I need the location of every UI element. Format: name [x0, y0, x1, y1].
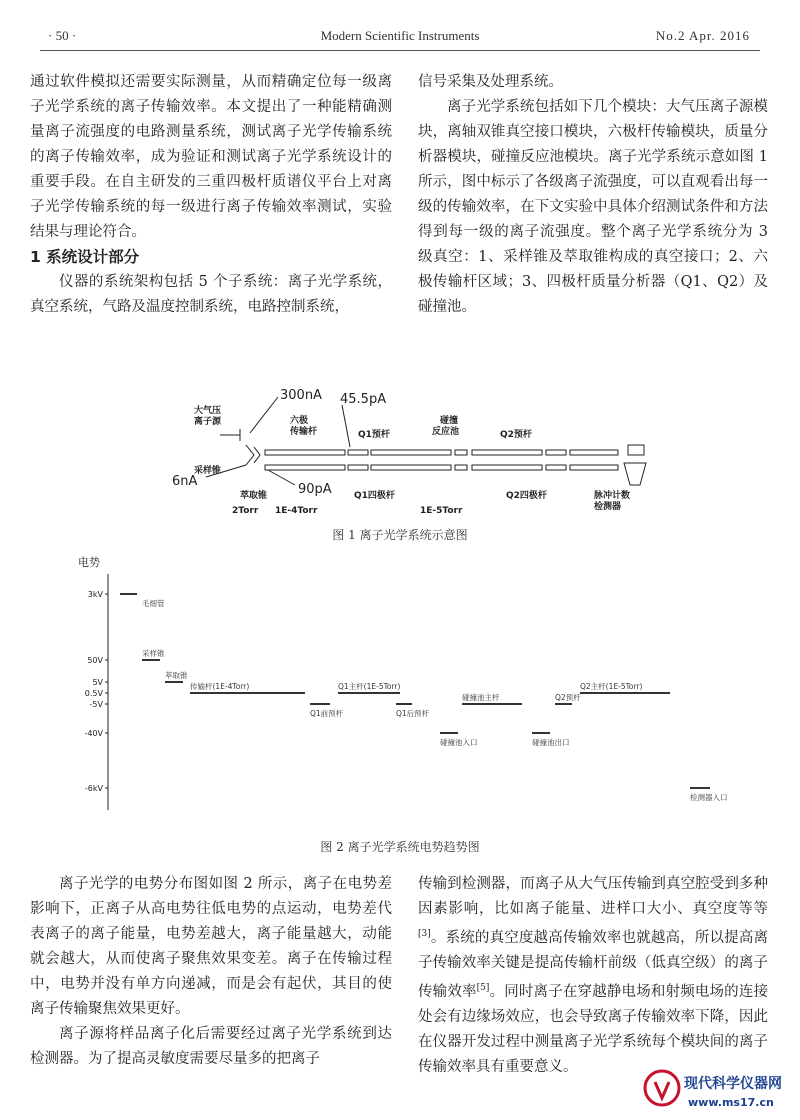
page-number: · 50 ·	[48, 28, 77, 43]
current-6na: 6nA	[172, 474, 198, 489]
label-pressure-1: 2Torr	[232, 506, 259, 516]
tick-label-0: 3kV	[87, 590, 103, 599]
detector-paragraph-start: 离子源将样品离子化后需要经过离子光学系统到达检测器。为了提高灵敏度需要尽量多的把离子	[30, 1026, 392, 1067]
intro-paragraph-end: 通过软件模拟还需要实际测量，从而精确定位每一级离子光学系统的离子传输效率。本文提出了一种能精确测量离子流强度的电路测量系统，测试离子光学传输系统的离子传输效率，成为验证和测试离子光学系统设计的重要手段。在自主研发的三重四极杆质谱仪平台上对离子光学传输系统的每一级进行离子传输效率测试，实验结果与理论符合。	[30, 74, 392, 240]
system-arch-paragraph: 仪器的系统架构包括 5 个子系统：离子光学系统，真空系统，气路及温度控制系统，电路控制系统，	[30, 274, 392, 315]
label-q2-quad: Q2四极杆	[506, 491, 547, 501]
figure1-ion-optics-diagram	[150, 385, 650, 520]
watermark-url: www.ms17.cn	[688, 1096, 774, 1109]
level-label-2: 萃取锥	[165, 671, 188, 680]
label-pressure-3: 1E-5Torr	[420, 506, 463, 516]
left-column-bottom	[30, 872, 392, 1072]
para-part-3: 。同时离子在穿越静电场和射频电场的连接处会有边缘场效应，也会导致离子传输效率下降，因此在仪器开发过程中测量离子光学系统每个模块间的离子传输效率具有重要意义。	[418, 983, 769, 1075]
label-q2-prerod: Q2预杆	[500, 430, 532, 440]
label-hexapole-1: 六极	[290, 416, 309, 426]
level-label-11: Q2主杆(1E-5Torr)	[580, 682, 643, 691]
label-sampling-cone: 采样锥	[194, 466, 222, 476]
watermark-name: 现代科学仪器网	[684, 1076, 782, 1092]
label-collision-1: 碰撞	[440, 416, 459, 426]
level-label-7: 碰撞池入口	[440, 738, 478, 747]
right-column-bottom	[418, 872, 768, 1080]
current-300na: 300nA	[280, 388, 322, 403]
tick-label-2: 5V	[92, 678, 103, 687]
label-q1-quad: Q1四极杆	[354, 491, 395, 501]
right-column-top	[418, 70, 768, 320]
para-part-2: 。系统的真空度越高传输效率也就越高，所以提高离子传输效率关键是提高传输杆前级（低真空级）的离子传输效率	[418, 929, 768, 1000]
level-label-4: Q1前预杆	[310, 709, 344, 718]
journal-name: Modern Scientific Instruments	[320, 28, 480, 43]
section-title: 1 系统设计部分	[30, 248, 140, 266]
current-90pa: 90pA	[298, 482, 332, 497]
signal-line: 信号采集及处理系统。	[418, 74, 563, 90]
figure2-potential-chart	[70, 552, 760, 814]
ion-optics-paragraph: 离子光学系统包括如下几个模块：大气压离子源模块，离轴双锥真空接口模块，六极杆传输模块，质量分析器模块，碰撞反应池模块。离子光学系统示意如图 1 所示，图中标示了各级离子流强度，可以直观看出每一级的传输效率，在下文实验中具体介绍测试条件和方法得到每一级的离子流强度。整个离子光学系统分为 3 级真空：1、采样锥及萃取锥构成的真空接口；2、六极传输杆区域；3、四极杆质量分析器（Q1、Q2）及碰撞池。	[418, 99, 768, 315]
figure2-caption: 图 2 离子光学系统电势趋势图	[320, 840, 480, 854]
level-label-1: 采样锥	[142, 649, 165, 658]
transmission-paragraph	[418, 872, 768, 1080]
potential-paragraph: 离子光学的电势分布图如图 2 所示，离子在电势差影响下，正离子从高电势往低电势的点运动，电势差代表离子的离子能量，电势差越大，离子能量越大，动能就会越大，从而使离子聚焦效果变差。离子在传输过程中，电势并没有单方向递减，而是会有起伏，其目的使离子传输聚焦效果更好。	[30, 876, 392, 1017]
label-atm-2: 离子源	[194, 417, 222, 427]
chart-ylabel: 电势	[78, 556, 100, 569]
watermark-logo	[642, 1064, 790, 1114]
label-pressure-2: 1E-4Torr	[275, 506, 318, 516]
header-rule	[40, 50, 760, 51]
tick-label-3: 0.5V	[84, 689, 103, 698]
level-label-8: 碰撞池主杆	[462, 693, 500, 702]
level-label-12: 检测器入口	[690, 793, 728, 802]
level-label-0: 毛细管	[142, 599, 165, 608]
para-part-1: 传输到检测器，而离子从大气压传输到真空腔受到多种因素影响，比如离子能量、进样口大小、真空度等等	[418, 876, 768, 917]
left-column-top	[30, 70, 392, 320]
level-label-5: Q1主杆(1E-5Torr)	[338, 682, 401, 691]
level-label-9: 碰撞池出口	[532, 738, 570, 747]
watermark	[642, 1064, 790, 1114]
tick-label-4: -5V	[89, 700, 103, 709]
ref-3[interactable]: [3]	[418, 929, 431, 939]
label-q1-prerod: Q1预杆	[358, 430, 390, 440]
label-detector-2: 检测器	[594, 502, 622, 512]
label-hexapole-2: 传输杆	[290, 427, 318, 437]
ref-5[interactable]: [5]	[476, 982, 490, 993]
label-extraction-cone: 萃取锥	[240, 491, 268, 501]
tick-label-6: -6kV	[84, 784, 103, 793]
figure1-caption: 图 1 离子光学系统示意图	[332, 528, 468, 542]
current-45pa: 45.5pA	[340, 392, 387, 407]
level-label-6: Q1后预杆	[396, 709, 430, 718]
label-collision-2: 反应池	[432, 427, 460, 437]
label-atm-1: 大气压	[194, 406, 222, 416]
label-detector-1: 脉冲计数	[594, 491, 631, 501]
level-label-10: Q2预杆	[555, 693, 581, 702]
tick-label-5: -40V	[84, 729, 103, 738]
tick-label-1: 50V	[87, 656, 103, 665]
issue-info: No.2 Apr. 2016	[655, 28, 750, 43]
level-label-3: 传输杆(1E-4Torr)	[190, 682, 250, 691]
